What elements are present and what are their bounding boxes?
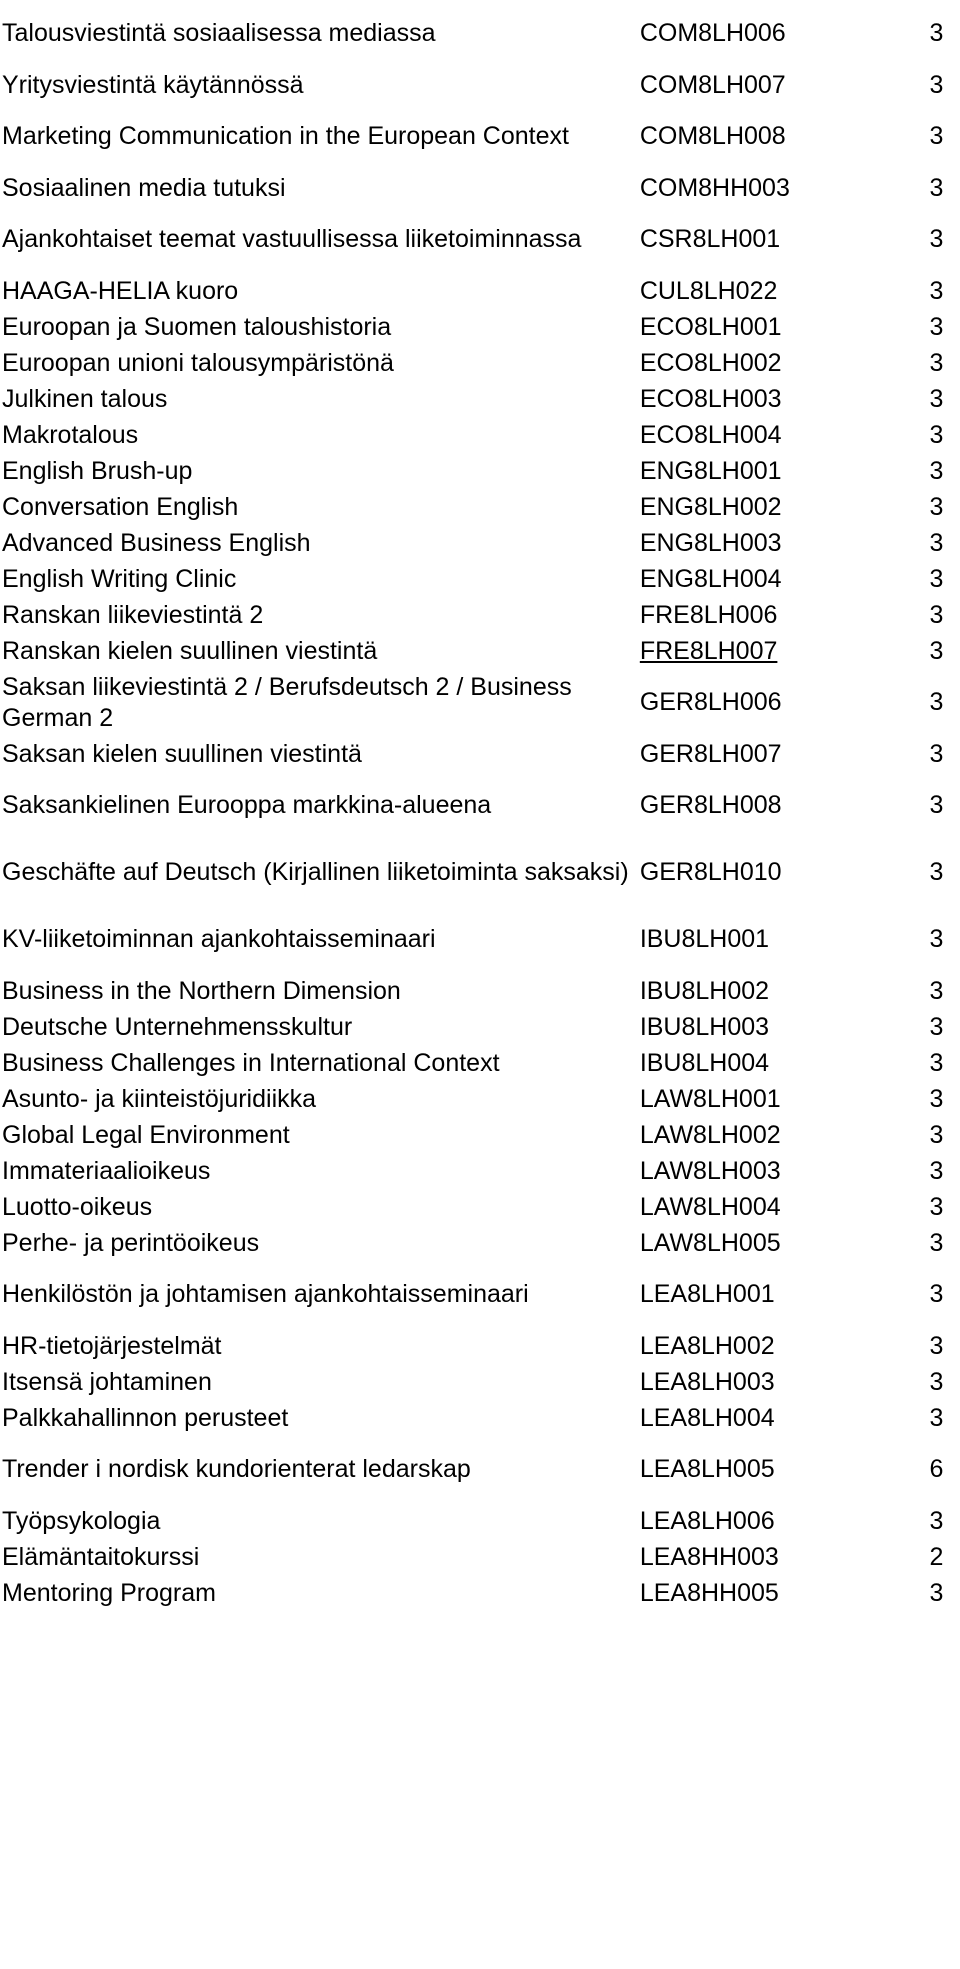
table-row	[2, 1400, 960, 1436]
course-credits: 3	[929, 600, 944, 629]
course-code: LEA8LH002	[639, 1331, 775, 1360]
course-credits: 3	[929, 1331, 944, 1360]
course-credits: 3	[929, 1280, 944, 1308]
table-row	[2, 0, 960, 67]
course-name: Advanced Business English	[2, 528, 311, 557]
table-row	[2, 103, 960, 170]
course-credits: 3	[929, 528, 944, 557]
course-name: Ajankohtaiset teemat vastuullisessa liiketoiminnassa	[2, 225, 582, 253]
table-row	[2, 67, 960, 103]
course-name: Mentoring Program	[2, 1578, 216, 1607]
course-credits: 3	[929, 1084, 944, 1113]
course-credits: 3	[929, 276, 944, 305]
course-credits: 3	[929, 312, 944, 341]
course-code: GER8LH006	[639, 688, 782, 716]
table-row	[2, 1328, 960, 1364]
course-name: KV-liiketoiminnan ajankohtaisseminaari	[2, 925, 436, 953]
course-code: ECO8LH004	[639, 420, 782, 449]
course-name: Asunto- ja kiinteistöjuridiikka	[2, 1084, 317, 1113]
course-credits: 3	[929, 420, 944, 449]
table-row	[2, 1045, 960, 1081]
table-row	[2, 633, 960, 669]
table-row	[2, 906, 960, 973]
table-row	[2, 561, 960, 597]
course-code: COM8LH008	[639, 122, 786, 150]
table-row	[2, 1364, 960, 1400]
course-credits: 3	[929, 739, 944, 768]
table-row	[2, 1189, 960, 1225]
course-name: Ranskan kielen suullinen viestintä	[2, 636, 378, 665]
table-row	[2, 1539, 960, 1575]
course-code: IBU8LH004	[639, 1048, 770, 1077]
course-code: CUL8LH022	[639, 276, 778, 305]
table-row	[2, 772, 960, 839]
course-code: IBU8LH002	[639, 976, 770, 1005]
table-row	[2, 1009, 960, 1045]
course-name: English Brush-up	[2, 456, 193, 485]
table-row	[2, 417, 960, 453]
course-credits: 3	[929, 1192, 944, 1221]
course-code: ENG8LH003	[639, 528, 782, 557]
course-name: Julkinen talous	[2, 384, 168, 413]
table-row	[2, 839, 960, 906]
course-code: LAW8LH001	[639, 1084, 781, 1113]
course-code: COM8LH007	[639, 70, 786, 99]
course-name: Euroopan ja Suomen taloushistoria	[2, 312, 392, 341]
course-code: COM8LH006	[639, 19, 786, 47]
course-code: LAW8LH003	[639, 1156, 781, 1185]
course-name: Yritysviestintä käytännössä	[2, 70, 304, 99]
course-code: IBU8LH001	[639, 925, 770, 953]
course-credits: 3	[929, 122, 944, 150]
course-name: Saksan kielen suullinen viestintä	[2, 739, 362, 768]
course-code: LEA8LH001	[639, 1280, 775, 1308]
course-credits: 3	[929, 70, 944, 99]
table-row	[2, 1225, 960, 1261]
course-credits: 3	[929, 688, 944, 716]
course-code: LEA8LH005	[639, 1455, 775, 1483]
course-name: English Writing Clinic	[2, 564, 237, 593]
course-credits: 3	[929, 1228, 944, 1257]
course-name: Business Challenges in International Context	[2, 1048, 500, 1077]
course-credits: 3	[929, 225, 944, 253]
course-name: Luotto-oikeus	[2, 1192, 153, 1221]
course-code: LAW8LH005	[639, 1228, 781, 1257]
course-name: Talousviestintä sosiaalisessa mediassa	[2, 19, 436, 47]
course-code: LAW8LH004	[639, 1192, 781, 1221]
course-name: Deutsche Unternehmensskultur	[2, 1012, 353, 1041]
table-row	[2, 736, 960, 772]
course-code: LEA8LH004	[639, 1403, 775, 1432]
course-code: GER8LH008	[639, 791, 782, 819]
course-code: ENG8LH004	[639, 564, 782, 593]
course-name: Conversation English	[2, 492, 239, 521]
table-row	[2, 1153, 960, 1189]
table-row	[2, 170, 960, 206]
course-credits: 3	[929, 564, 944, 593]
table-row	[2, 381, 960, 417]
course-name: HR-tietojärjestelmät	[2, 1331, 222, 1360]
course-name: Henkilöstön ja johtamisen ajankohtaisseminaari	[2, 1280, 529, 1308]
table-row	[2, 669, 960, 736]
course-credits: 3	[929, 1120, 944, 1149]
course-credits: 3	[929, 976, 944, 1005]
course-name: Makrotalous	[2, 420, 139, 449]
table-row	[2, 1117, 960, 1153]
course-code: ENG8LH002	[639, 492, 782, 521]
course-name: Euroopan unioni talousympäristönä	[2, 348, 394, 377]
course-credits: 2	[929, 1542, 944, 1571]
course-code: GER8LH007	[639, 739, 782, 768]
course-name: Perhe- ja perintöoikeus	[2, 1228, 260, 1257]
course-credits: 3	[929, 456, 944, 485]
course-code: IBU8LH003	[639, 1012, 770, 1041]
course-table	[2, 0, 960, 1611]
course-code: ECO8LH003	[639, 384, 782, 413]
course-name: Geschäfte auf Deutsch (Kirjallinen liiketoiminta saksaksi)	[2, 858, 629, 886]
course-name: Trender i nordisk kundorienterat ledarskap	[2, 1455, 471, 1483]
course-code: LEA8LH003	[639, 1367, 775, 1396]
course-code: COM8HH003	[639, 173, 790, 202]
course-name: Elämäntaitokurssi	[2, 1542, 200, 1571]
course-name: Itsensä johtaminen	[2, 1367, 212, 1396]
table-row	[2, 1261, 960, 1328]
course-credits: 3	[929, 492, 944, 521]
course-code: LEA8LH006	[639, 1506, 775, 1535]
course-credits: 3	[929, 1403, 944, 1432]
course-code: ECO8LH002	[639, 348, 782, 377]
course-credits: 3	[929, 173, 944, 202]
course-name: Saksankielinen Eurooppa markkina-alueena	[2, 791, 492, 819]
table-row	[2, 1575, 960, 1611]
course-credits: 3	[929, 858, 944, 886]
course-credits: 3	[929, 384, 944, 413]
course-credits: 3	[929, 19, 944, 47]
course-code: ENG8LH001	[639, 456, 782, 485]
course-code: FRE8LH007	[639, 636, 778, 665]
table-row	[2, 1081, 960, 1117]
table-row	[2, 206, 960, 273]
course-code: ECO8LH001	[639, 312, 782, 341]
course-credits: 3	[929, 1048, 944, 1077]
table-row	[2, 1436, 960, 1503]
course-name: Sosiaalinen media tutuksi	[2, 173, 286, 202]
course-credits: 3	[929, 1012, 944, 1041]
table-row	[2, 973, 960, 1009]
course-name: Immateriaalioikeus	[2, 1156, 211, 1185]
course-credits: 3	[929, 1578, 944, 1607]
table-row	[2, 1503, 960, 1539]
course-code: GER8LH010	[639, 858, 782, 886]
course-name: Saksan liikeviestintä 2 / Berufsdeutsch 2 / Business German 2	[2, 672, 572, 732]
course-credits: 3	[929, 636, 944, 665]
course-credits: 3	[929, 1506, 944, 1535]
course-name: Business in the Northern Dimension	[2, 976, 401, 1005]
course-code: LEA8HH005	[639, 1578, 779, 1607]
course-code: LEA8HH003	[639, 1542, 779, 1571]
course-name: Palkkahallinnon perusteet	[2, 1403, 289, 1432]
table-row	[2, 489, 960, 525]
course-code: FRE8LH006	[639, 600, 778, 629]
table-row	[2, 273, 960, 309]
table-row	[2, 309, 960, 345]
table-row	[2, 345, 960, 381]
course-code: LAW8LH002	[639, 1120, 781, 1149]
table-row	[2, 525, 960, 561]
course-credits: 6	[929, 1455, 944, 1483]
course-credits: 3	[929, 348, 944, 377]
course-name: Marketing Communication in the European Context	[2, 122, 569, 150]
course-name: Ranskan liikeviestintä 2	[2, 600, 264, 629]
course-credits: 3	[929, 1367, 944, 1396]
course-credits: 3	[929, 1156, 944, 1185]
course-name: Työpsykologia	[2, 1506, 161, 1535]
table-row	[2, 597, 960, 633]
table-row	[2, 453, 960, 489]
course-credits: 3	[929, 925, 944, 953]
course-code: CSR8LH001	[639, 225, 781, 253]
course-credits: 3	[929, 791, 944, 819]
course-name: Global Legal Environment	[2, 1120, 290, 1149]
course-name: HAAGA-HELIA kuoro	[2, 276, 239, 305]
